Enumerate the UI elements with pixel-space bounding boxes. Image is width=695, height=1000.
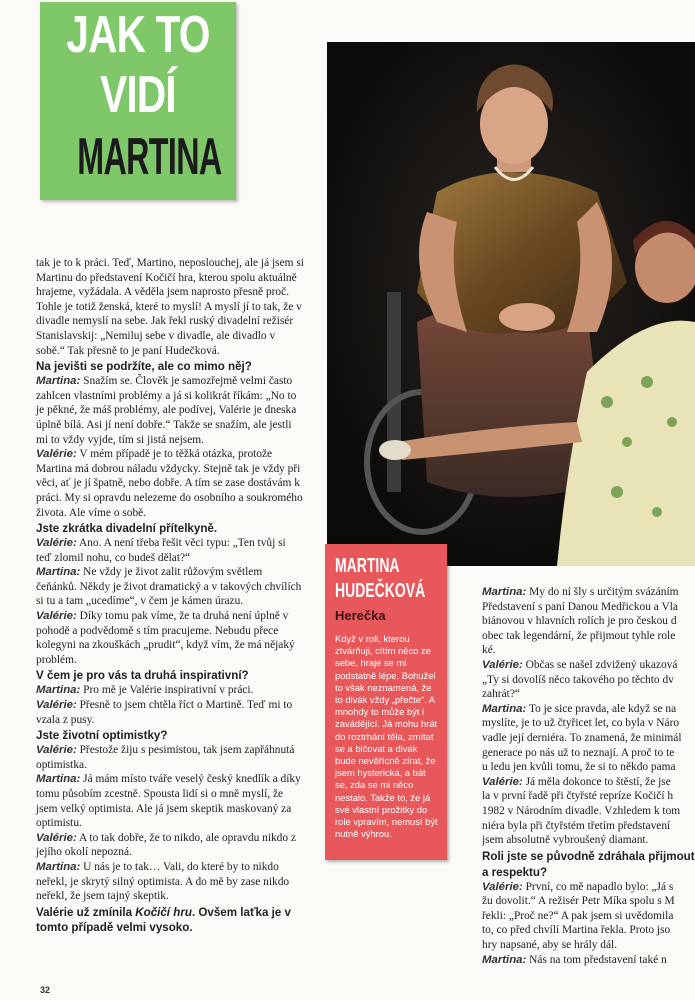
- answer: [36, 447, 304, 520]
- speaker: Martina:: [36, 860, 81, 873]
- line: 1982 v Národním divadle. Vzhledem k tom: [482, 804, 681, 817]
- answer: [36, 698, 304, 727]
- text: Ano. A není třeba řešit věci typu: „Ten tvůj si teď zlomil nohu, co budeš dělat?“: [36, 537, 286, 564]
- line: řekli: „Proč ne?“ A pak jsem si uvědomila: [482, 909, 674, 922]
- text: Já mám místo tváře veselý český knedlík a díky tomu působím zcestně. Spousta lidí si o mně myslí, že jsem velký optimista. Ale já jsem skeptik maskovaný za optimistu.: [36, 773, 301, 830]
- speaker: Martina:: [482, 586, 527, 598]
- line: generace po nás už to neznají. A proč to te: [482, 746, 675, 759]
- bio-text: Když v roli, kterou ztvárňuji, cítím něco ze sebe, hraje se mi podstatně lépe. Bohužel to však neznamená, že to divák vždy „přečte“. A mnohdy to může být i zavádějící. Já mohu hrát do roztrhání těla, zmítat se a bičovat a divák bude nevěřícně zírat, že jsem hysterická, a bát se, zda se mi něco nestalo. Takže to, že já své vlastní prožitky do role vpravím, nemusí být nutně výhrou.: [335, 633, 438, 840]
- speaker: Martina:: [36, 566, 81, 579]
- text: Díky tomu pak víme, že ta druhá není úplně v pohodě a podvědomě s tím pracujeme. Nebudu přece kolegyni na zkouškách „prudit“, když vím, že má nějaký problém.: [36, 610, 295, 666]
- line: [482, 658, 695, 673]
- line: jsem absolutně vybroušený diamant.: [482, 834, 649, 847]
- stage-photo-illustration: [327, 42, 695, 566]
- title-line-1: JAK TO: [66, 6, 210, 64]
- line: [482, 585, 695, 600]
- line: [482, 775, 695, 790]
- speaker: Valérie:: [482, 658, 523, 671]
- line: niéra byla při čtyřstém třetím představení: [482, 819, 671, 832]
- text: A to tak dobře, že to nikdo, ale opravdu nikdo z jejího okolí nepozná.: [36, 831, 296, 859]
- bio-name-last: HUDEČKOVÁ: [335, 580, 426, 602]
- speaker: Valérie:: [482, 775, 523, 788]
- answer: [36, 743, 304, 772]
- speaker: Martina:: [36, 773, 81, 786]
- title-line-3: MARTINA: [77, 128, 222, 186]
- speaker: Martina:: [36, 375, 81, 388]
- speaker: Martina:: [36, 684, 81, 697]
- answer: [36, 831, 304, 860]
- question: V čem je pro vás ta druhá inspirativní?: [36, 669, 249, 683]
- question: Jste zkrátka divadelní přítelkyně.: [36, 522, 218, 536]
- line: [482, 702, 695, 717]
- speaker: Valérie:: [36, 699, 77, 712]
- text: . Ovšem laťka je v tomto případě velmi vysoko.: [36, 905, 291, 934]
- text: tak je to k práci. Teď, Martino, neposlouchej, ale já jsem si Martinu do představení Kočičí hra, kterou spolu aktuálně hrajeme, vyžádala. A věděla jsem naprosto přesně proč. Tohle je totiž ženská, které to myslí! A myslí jí to tak, že v divadle nemyslí na sebe. Jak řekl ruský divadelní režisér Stanislavskij: „Nemiluj sebe v divadle, ale divadlo v sobě.“ Tak přesně to je paní Hudečková.: [36, 257, 304, 357]
- question: [36, 905, 304, 935]
- page-number: 32: [40, 985, 51, 995]
- title-line-2: VIDÍ: [100, 66, 176, 124]
- bio-role: Herečka: [335, 608, 386, 623]
- play-title: Kočičí hru: [135, 905, 192, 919]
- speaker: Valérie:: [36, 831, 77, 844]
- speaker: Valérie:: [36, 448, 77, 461]
- speaker: Valérie:: [36, 537, 77, 550]
- answer: [36, 683, 304, 698]
- answer: [36, 565, 304, 609]
- text: Nás na tom představení také n: [526, 953, 667, 966]
- speaker: Martina:: [482, 702, 527, 715]
- line: to, co před chvílí Martina řekla. Proto jso: [482, 924, 671, 937]
- question: Roli jste se původně zdráhala přijmout: [482, 849, 695, 863]
- line: žu dovolit.“ A režisér Petr Míka spolu s M: [482, 895, 675, 908]
- speaker: Valérie:: [482, 880, 523, 893]
- line: ké.: [482, 644, 496, 657]
- line: Představení s paní Danou Medřickou a Vla: [482, 600, 678, 613]
- answer: [36, 536, 304, 565]
- answer: [36, 860, 304, 904]
- title-box: [40, 2, 236, 200]
- text: Já měla dokonce to štěstí, že jse: [522, 775, 671, 788]
- line: hry napsané, aby se hrály dál.: [482, 939, 618, 952]
- text: Snažím se. Člověk je samozřejmě velmi často zahlcen vlastními problémy a já si kolikrát říkám: „No to je pěkné, že máš problémy, ale podívej, Valérie je dneska úplně bílá. Asi jí není dobře.“ Takže se snažím, ale jestli mi to vždy vyjde, tím si jistá nejsem.: [36, 375, 297, 446]
- text: Valérie už zmínila: [36, 905, 136, 919]
- text: Pro mě je Valérie inspirativní v práci.: [80, 684, 254, 697]
- line: myslíte, je to už čtyřicet let, co byla v Náro: [482, 717, 680, 730]
- article-column-right: [482, 585, 695, 967]
- answer: [36, 772, 304, 830]
- line: vadle její derniéra. To znamená, že minimál: [482, 731, 682, 744]
- speaker: Valérie:: [36, 744, 77, 757]
- text: V mém případě je to těžká otázka, protože Martina má dobrou náladu vždycky. Stejně tak je vždy při věci, ať je jí špatně, nebo dobře. A tím se zase dostávám k práci. My si opravdu nelezeme do osobního a soukromého života. Ale víme o sobě.: [36, 448, 303, 519]
- stage-photo: [327, 42, 695, 566]
- line: [482, 880, 695, 895]
- paragraph: [36, 256, 304, 358]
- line: la v první řadě při čtyřsté repríze Kočičí h: [482, 790, 674, 803]
- line: „Ty si dovolíš něco takového po těchto dv: [482, 673, 674, 686]
- article-column-left: [36, 256, 304, 935]
- text: Ne vždy je život zalit růžovým světlem čeňánků. Někdy je život dramatický a v takových chvílích si tu a tam „ucedíme“, v čem je kámen úrazu.: [36, 566, 302, 608]
- line: u ledu jen kvůli tomu, že si to někdo pama: [482, 761, 676, 774]
- question: Na jevišti se podržíte, ale co mimo něj?: [36, 360, 252, 374]
- answer: [36, 374, 304, 447]
- speaker: Martina:: [482, 953, 527, 966]
- line: [482, 953, 695, 968]
- text: U nás je to tak… Vali, do které by to nikdo neřekl, je skrytý silný optimista. A do mě by zase nikdo neřekl, že jsem tajný skeptik.: [36, 860, 290, 903]
- text: To je sice pravda, ale když se na: [526, 702, 677, 715]
- text: My do ní šly s určitým svázáním: [526, 586, 679, 598]
- bio-name-first: MARTINA: [335, 555, 400, 577]
- line: obec tak legendární, že přijmout tyhle role: [482, 629, 676, 642]
- line: biánovou v hlavních rolích je pro českou d: [482, 615, 677, 628]
- answer: [36, 609, 304, 667]
- text: Přestože žiju s pesimistou, tak jsem zapřáhnutá optimistka.: [36, 744, 295, 771]
- question: a respektu?: [482, 865, 548, 879]
- text: První, co mě napadlo bylo: „Já s: [522, 880, 674, 893]
- question: Jste životní optimistky?: [36, 729, 168, 743]
- text: Přesně to jsem chtěla říct o Martině. Teď mi to vzala z pusy.: [36, 699, 293, 726]
- line: zahrát?“: [482, 688, 520, 701]
- speaker: Valérie:: [36, 610, 77, 623]
- text: Občas se našel zdvižený ukazová: [522, 658, 678, 671]
- bio-box: [325, 544, 447, 860]
